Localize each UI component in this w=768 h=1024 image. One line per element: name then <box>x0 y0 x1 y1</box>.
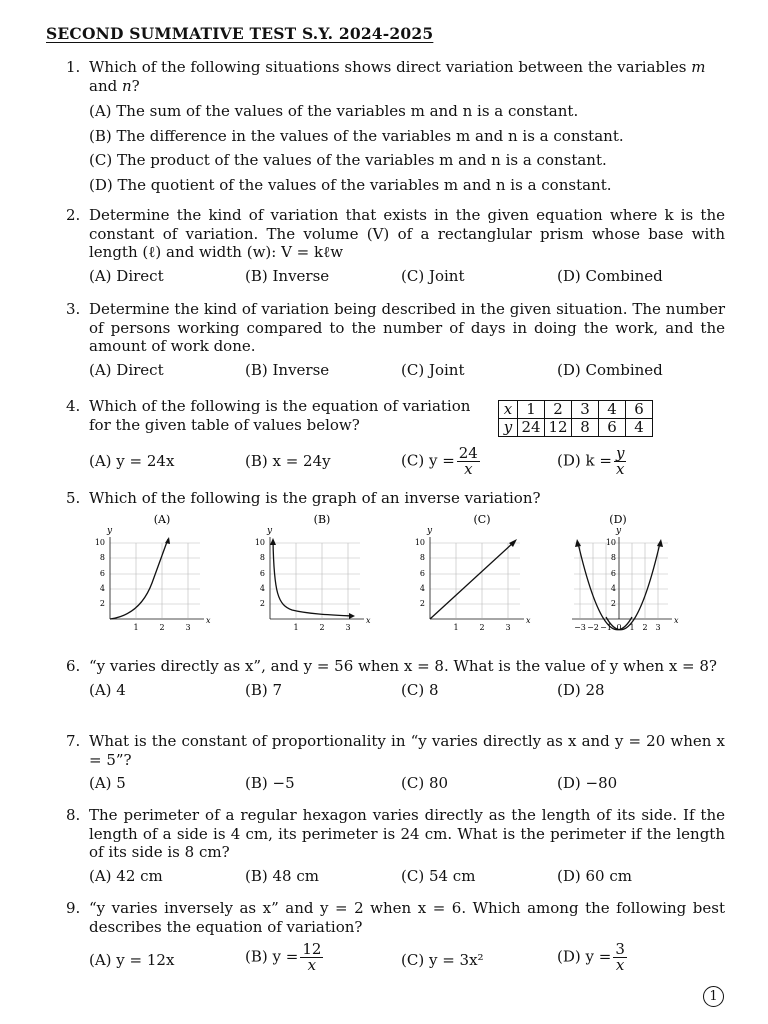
options-row <box>89 446 726 480</box>
x-ticks <box>574 623 660 632</box>
svg-text:2: 2 <box>419 599 425 608</box>
table-cell: 1 <box>518 401 545 419</box>
svg-text:6: 6 <box>419 569 425 578</box>
graph-label: (B) <box>313 513 331 526</box>
option-d[interactable]: (D) 28 <box>557 680 605 699</box>
table-cell: 6 <box>599 419 626 437</box>
options-row <box>89 361 726 383</box>
options-row <box>89 942 726 980</box>
graph-label: (A) <box>153 513 171 526</box>
question-7 <box>66 732 726 796</box>
question-number: 7. <box>66 732 81 750</box>
svg-text:−1: −1 <box>600 623 612 632</box>
question-number: 6. <box>66 657 81 675</box>
option-a[interactable]: (A) 5 <box>89 774 126 792</box>
svg-text:4: 4 <box>99 584 105 593</box>
option-d[interactable]: (D) −80 <box>557 774 618 792</box>
table-header-x: x <box>499 401 518 419</box>
svg-text:−2: −2 <box>587 623 599 632</box>
question-text: The perimeter of a regular hexagon varies directly as the length of its side. If the length of a side is 4 cm, its perimeter is 24 cm. What is the perimeter if the length of its side is 8 cm? <box>89 806 725 861</box>
svg-text:10: 10 <box>414 538 425 547</box>
options-row <box>89 681 726 703</box>
graph-label: (D) <box>609 513 627 526</box>
question-text: Which of the following is the equation of variation for the given table of values below? <box>89 397 471 434</box>
option-b[interactable]: (B) 7 <box>245 680 283 699</box>
table-cell: 24 <box>518 419 545 437</box>
grid <box>270 543 360 618</box>
option-c[interactable]: (C) The product of the values of the variables m and n is a constant. <box>89 151 607 169</box>
option-a[interactable]: (A) The sum of the values of the variables m and n is a constant. <box>89 102 579 120</box>
option-b[interactable]: (B) The difference in the values of the variables m and n is a constant. <box>89 126 624 145</box>
option-c[interactable]: (C) y = $\frac{24}{x}$ <box>401 444 478 478</box>
option-b[interactable]: (B) Inverse <box>245 266 330 285</box>
curve-left <box>578 543 635 632</box>
option-a[interactable]: (A) Direct <box>89 360 164 379</box>
question-1 <box>66 58 726 194</box>
line-plot <box>430 542 514 619</box>
svg-text:6: 6 <box>99 569 105 578</box>
option-d[interactable]: (D) The quotient of the values of the variables m and n is a constant. <box>89 175 612 194</box>
graph-a[interactable] <box>92 513 217 635</box>
svg-text:2: 2 <box>610 599 616 608</box>
question-text: “y varies inversely as x” and y = 2 when x = 6. Which among the following best describes the equation of variation? <box>89 899 725 936</box>
question-text: Determine the kind of variation that exists in the given equation where k is the constant of variation. The volume (V) of a rectanglular prism whose base with length (ℓ) and width (w): V = kℓw <box>89 206 725 261</box>
svg-text:0: 0 <box>616 623 622 632</box>
question-number: 9. <box>66 899 81 917</box>
question-number: 1. <box>66 58 81 76</box>
svg-text:1: 1 <box>629 623 635 632</box>
options-row <box>89 867 726 889</box>
svg-text:8: 8 <box>259 553 265 562</box>
table-cell: 8 <box>572 419 599 437</box>
table-cell: 12 <box>545 419 572 437</box>
x-axis-label: x <box>206 616 211 625</box>
svg-text:4: 4 <box>419 584 425 593</box>
table-cell: 2 <box>545 401 572 419</box>
y-axis-label: y <box>107 526 113 536</box>
x-axis-label: x <box>674 616 679 625</box>
table-cell: 3 <box>572 401 599 419</box>
x-axis-label: x <box>526 616 531 625</box>
option-b[interactable]: (B) y = $\frac{12}{x}$ <box>245 940 322 974</box>
question-number: 5. <box>66 489 81 507</box>
option-b[interactable]: (B) 48 cm <box>245 866 319 885</box>
question-text: Which of the following situations shows direct variation between the variables m and n? <box>89 58 706 95</box>
option-b[interactable]: (B) Inverse <box>245 360 330 379</box>
svg-text:1: 1 <box>453 623 459 632</box>
question-number: 2. <box>66 206 81 224</box>
page-number: 1 <box>703 986 724 1007</box>
svg-text:2: 2 <box>319 623 325 632</box>
svg-text:6: 6 <box>259 569 265 578</box>
option-c[interactable]: (C) 8 <box>401 680 439 699</box>
x-ticks <box>133 623 190 632</box>
question-8 <box>66 806 726 889</box>
y-axis-label: y <box>616 526 622 536</box>
grid <box>110 543 200 618</box>
x-ticks <box>293 623 350 632</box>
question-5 <box>66 489 726 508</box>
option-a[interactable]: (A) 42 cm <box>89 866 163 885</box>
arrow-icon <box>349 613 355 619</box>
y-axis-label: y <box>427 526 433 536</box>
y-ticks <box>255 538 265 608</box>
option-c[interactable]: (C) y = 3x² <box>401 951 484 969</box>
y-axis-label: y <box>267 526 273 536</box>
svg-text:2: 2 <box>99 599 105 608</box>
svg-text:10: 10 <box>254 538 265 547</box>
svg-text:4: 4 <box>610 584 616 593</box>
x-axis-label: x <box>366 616 371 625</box>
option-c[interactable]: (C) Joint <box>401 266 465 285</box>
question-text: Determine the kind of variation being described in the given situation. The number of persons working compared to the number of days in doing the work, and the amount of work done. <box>89 300 725 355</box>
curve <box>273 541 352 616</box>
svg-text:2: 2 <box>259 599 265 608</box>
y-ticks <box>95 538 105 608</box>
svg-text:4: 4 <box>259 584 265 593</box>
svg-text:−3: −3 <box>574 623 586 632</box>
svg-text:8: 8 <box>99 553 105 562</box>
svg-text:2: 2 <box>479 623 485 632</box>
table-header-y: y <box>499 419 518 437</box>
option-c[interactable]: (C) Joint <box>401 360 465 379</box>
question-number: 4. <box>66 397 81 415</box>
option-a[interactable]: (A) 4 <box>89 680 126 699</box>
option-c[interactable]: (C) 54 cm <box>401 866 476 885</box>
svg-text:2: 2 <box>159 623 165 632</box>
svg-text:10: 10 <box>94 538 105 547</box>
svg-text:1: 1 <box>133 623 139 632</box>
arrow-icon <box>165 537 170 544</box>
options-row <box>89 267 726 289</box>
svg-text:10: 10 <box>605 538 616 547</box>
arrow-icon <box>270 538 276 545</box>
test-title: SECOND SUMMATIVE TEST S.Y. 2024-2025 <box>46 24 434 43</box>
question-3 <box>66 300 726 383</box>
graph-b[interactable] <box>252 513 377 635</box>
svg-text:3: 3 <box>505 623 511 632</box>
question-9 <box>66 899 726 980</box>
question-text: “y varies directly as x”, and y = 56 when x = 8. What is the value of y when x = 8? <box>89 657 717 675</box>
option-d[interactable]: (D) y = $\frac{3}{x}$ <box>557 940 625 974</box>
y-ticks <box>606 538 616 608</box>
question-text: Which of the following is the graph of an inverse variation? <box>89 489 541 507</box>
svg-text:6: 6 <box>610 569 616 578</box>
question-2 <box>66 206 726 289</box>
svg-text:3: 3 <box>655 623 661 632</box>
svg-text:3: 3 <box>185 623 191 632</box>
svg-text:8: 8 <box>419 553 425 562</box>
table-cell: 4 <box>599 401 626 419</box>
option-c[interactable]: (C) 80 <box>401 774 449 792</box>
table-row <box>499 401 653 419</box>
option-d[interactable]: (D) Combined <box>557 266 663 285</box>
graph-label: (C) <box>473 513 491 526</box>
graph-d[interactable] <box>566 513 691 635</box>
question-6 <box>66 657 726 703</box>
option-d[interactable]: (D) 60 cm <box>557 866 632 885</box>
option-d[interactable]: (D) k = $\frac{y}{x}$ <box>557 444 625 478</box>
option-b[interactable]: (B) −5 <box>245 774 295 792</box>
option-a[interactable]: (A) Direct <box>89 266 164 285</box>
table-row <box>499 419 653 437</box>
table-cell: 6 <box>626 401 653 419</box>
option-a[interactable]: (A) y = 12x <box>89 951 175 969</box>
question-number: 8. <box>66 806 81 824</box>
question-number: 3. <box>66 300 81 318</box>
options-row <box>89 774 726 796</box>
option-d[interactable]: (D) Combined <box>557 360 663 379</box>
option-b[interactable]: (B) x = 24y <box>245 452 331 470</box>
svg-text:2: 2 <box>642 623 648 632</box>
svg-text:8: 8 <box>610 553 616 562</box>
svg-text:1: 1 <box>293 623 299 632</box>
y-ticks <box>415 538 425 608</box>
values-table <box>498 400 653 437</box>
curve <box>110 539 168 619</box>
question-text: What is the constant of proportionality in “y varies directly as x and y = 20 when x = 5”? <box>89 732 725 769</box>
option-a[interactable]: (A) y = 24x <box>89 452 175 470</box>
graph-c[interactable] <box>412 513 537 635</box>
x-ticks <box>453 623 510 632</box>
table-cell: 4 <box>626 419 653 437</box>
svg-text:3: 3 <box>345 623 351 632</box>
